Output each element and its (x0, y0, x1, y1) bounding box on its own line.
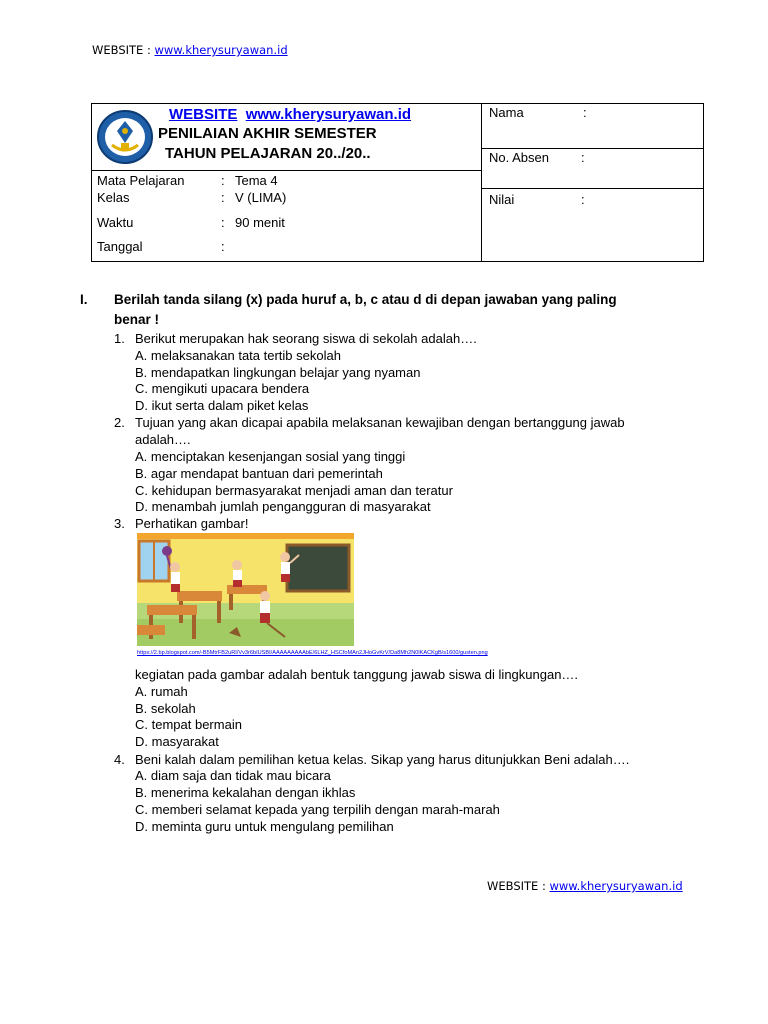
row-label-subject: Mata Pelajaran (97, 173, 185, 188)
identity-table (91, 103, 704, 262)
question-number: 4. (114, 752, 125, 767)
table-divider (92, 170, 482, 171)
table-divider (481, 104, 482, 261)
section-number: I. (80, 292, 88, 307)
score-label: Nilai (489, 192, 515, 207)
page-header-label: WEBSITE : (92, 43, 155, 57)
row-colon: : (221, 190, 225, 205)
question-text: Beni kalah dalam pemilihan ketua kelas. Sikap yang harus ditunjukkan Beni adalah…. (135, 752, 630, 767)
exam-title: PENILAIAN AKHIR SEMESTER (158, 125, 377, 142)
image-source-link[interactable]: https://2.bp.blogspot.com/-B5MtrFB2uRI/Vv3r6bIUSBI/AAAAAAAAAbE/6LHZ_HSCfoMAn2JHoGvKrV/Da8Mh2N0lKACKgB/s1600/gusten.png (137, 650, 488, 656)
answer-option[interactable]: C. memberi selamat kepada yang terpilih dengan marah-marah (135, 802, 500, 817)
question-text: kegiatan pada gambar adalah bentuk tanggung jawab siswa di lingkungan…. (135, 667, 579, 682)
answer-option[interactable]: D. masyarakat (135, 734, 219, 749)
row-colon: : (221, 239, 225, 254)
row-label-time: Waktu (97, 215, 134, 230)
answer-option[interactable]: A. rumah (135, 684, 188, 699)
page-footer (487, 879, 683, 893)
question-text: Berikut merupakan hak seorang siswa di sekolah adalah…. (135, 331, 477, 346)
classroom-illustration (137, 533, 354, 646)
answer-option[interactable]: C. mengikuti upacara bendera (135, 381, 310, 396)
row-label-date: Tanggal (97, 239, 143, 254)
question-text: Tujuan yang akan dicapai apabila melaksanan kewajiban dengan bertanggung jawab (135, 415, 625, 430)
answer-option[interactable]: D. menambah jumlah pengangguran di masyarakat (135, 499, 431, 514)
question-text: Perhatikan gambar! (135, 516, 249, 531)
school-year: TAHUN PELAJARAN 20../20.. (165, 145, 371, 162)
row-value-subject: Tema 4 (235, 173, 278, 188)
section-instruction-cont: benar ! (114, 312, 160, 327)
box-website (169, 106, 411, 123)
score-colon[interactable]: : (581, 192, 585, 207)
row-value-time: 90 menit (235, 215, 285, 230)
name-colon[interactable]: : (583, 105, 587, 120)
name-label: Nama (489, 105, 524, 120)
page-header (92, 43, 288, 57)
absence-number-label: No. Absen (489, 150, 549, 165)
answer-option[interactable]: A. melaksanakan tata tertib sekolah (135, 348, 341, 363)
answer-option[interactable]: C. tempat bermain (135, 717, 242, 732)
question-number: 3. (114, 516, 125, 531)
page-footer-link[interactable]: www.kherysuryawan.id (549, 879, 683, 893)
page-header-link[interactable]: www.kherysuryawan.id (154, 43, 288, 57)
box-website-url[interactable]: www.kherysuryawan.id (245, 106, 412, 123)
answer-option[interactable]: D. ikut serta dalam piket kelas (135, 398, 309, 413)
answer-option[interactable]: B. agar mendapat bantuan dari pemerintah (135, 466, 383, 481)
absence-number-colon[interactable]: : (581, 150, 585, 165)
answer-option[interactable]: A. diam saja dan tidak mau bicara (135, 768, 331, 783)
page-footer-label: WEBSITE : (487, 879, 550, 893)
answer-option[interactable]: D. meminta guru untuk mengulang pemilihan (135, 819, 394, 834)
question-number: 1. (114, 331, 125, 346)
table-divider (482, 188, 703, 189)
row-colon: : (221, 173, 225, 188)
answer-option[interactable]: B. menerima kekalahan dengan ikhlas (135, 785, 356, 800)
answer-option[interactable]: B. sekolah (135, 701, 196, 716)
school-logo (96, 109, 154, 165)
question-text-cont: adalah…. (135, 432, 191, 447)
answer-option[interactable]: B. mendapatkan lingkungan belajar yang nyaman (135, 365, 421, 380)
box-website-label[interactable]: WEBSITE (169, 106, 238, 123)
answer-option[interactable]: A. menciptakan kesenjangan sosial yang tinggi (135, 449, 406, 464)
question-number: 2. (114, 415, 125, 430)
table-divider (482, 148, 703, 149)
row-value-class: V (LIMA) (235, 190, 287, 205)
answer-option[interactable]: C. kehidupan bermasyarakat menjadi aman dan teratur (135, 483, 453, 498)
row-colon: : (221, 215, 225, 230)
row-label-class: Kelas (97, 190, 130, 205)
section-instruction: Berilah tanda silang (x) pada huruf a, b, c atau d di depan jawaban yang paling (114, 292, 617, 307)
